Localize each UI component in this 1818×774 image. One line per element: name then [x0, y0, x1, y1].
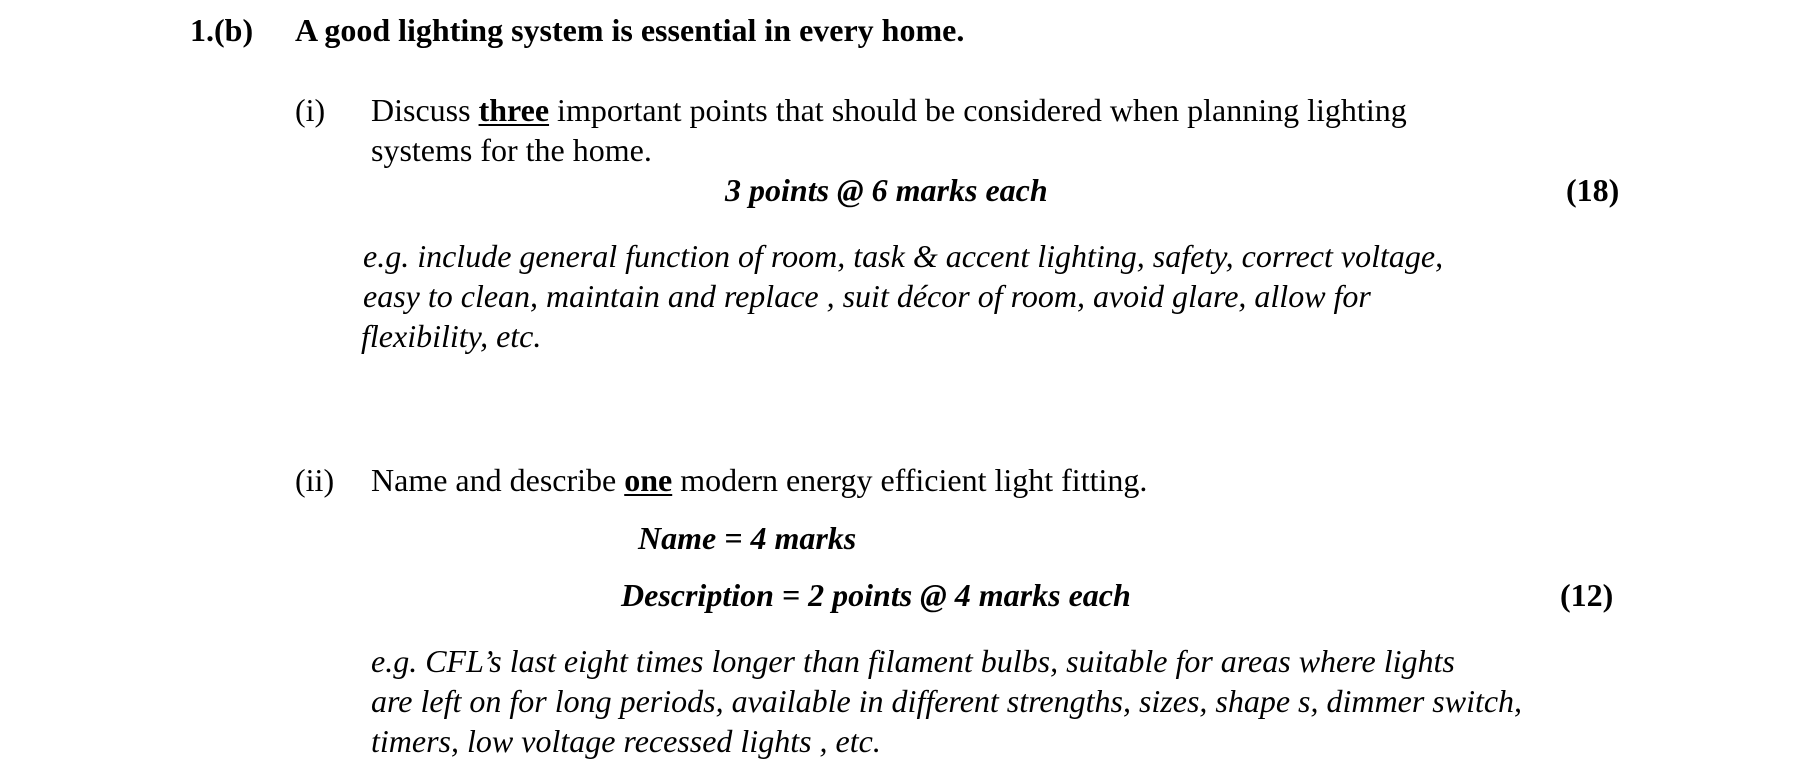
- part-i-prompt-end: important points that should be considered when planning lighting: [549, 92, 1407, 128]
- part-i-total-marks: (18): [1566, 172, 1620, 208]
- part-ii-total-marks: (12): [1560, 577, 1614, 613]
- question-title: A good lighting system is essential in every home.: [295, 12, 965, 48]
- question-number: 1.(b): [190, 12, 254, 48]
- part-i-label: (i): [295, 92, 326, 128]
- part-ii-emphasis: one: [624, 462, 673, 498]
- part-i-example-line: e.g. include general function of room, task & accent lighting, safety, correct voltage,: [363, 238, 1444, 274]
- part-ii-prompt: [371, 460, 1147, 500]
- part-i-prompt-line2: systems for the home.: [371, 132, 652, 168]
- part-ii-prompt-start: Name and describe: [371, 462, 625, 498]
- part-ii-description-marks: Description = 2 points @ 4 marks each: [621, 577, 1131, 613]
- part-i-example-line: flexibility, etc.: [361, 318, 542, 354]
- part-i-emphasis: three: [478, 92, 550, 128]
- part-i-marks-scheme: 3 points @ 6 marks each: [725, 172, 1048, 208]
- part-ii-prompt-end: modern energy efficient light fitting.: [672, 462, 1148, 498]
- part-i-prompt-start: Discuss: [371, 92, 479, 128]
- part-ii-example-line: timers, low voltage recessed lights , etc.: [371, 723, 881, 759]
- part-ii-name-marks: Name = 4 marks: [638, 520, 857, 556]
- part-i-example-line: easy to clean, maintain and replace , suit décor of room, avoid glare, allow for: [363, 278, 1371, 314]
- part-ii-example-line: are left on for long periods, available in different strengths, sizes, shape s, dimmer switch,: [371, 683, 1523, 719]
- part-i-prompt: [371, 90, 1407, 130]
- part-ii-label: (ii): [295, 462, 335, 498]
- part-ii-example-line: e.g. CFL’s last eight times longer than filament bulbs, suitable for areas where lights: [371, 643, 1455, 679]
